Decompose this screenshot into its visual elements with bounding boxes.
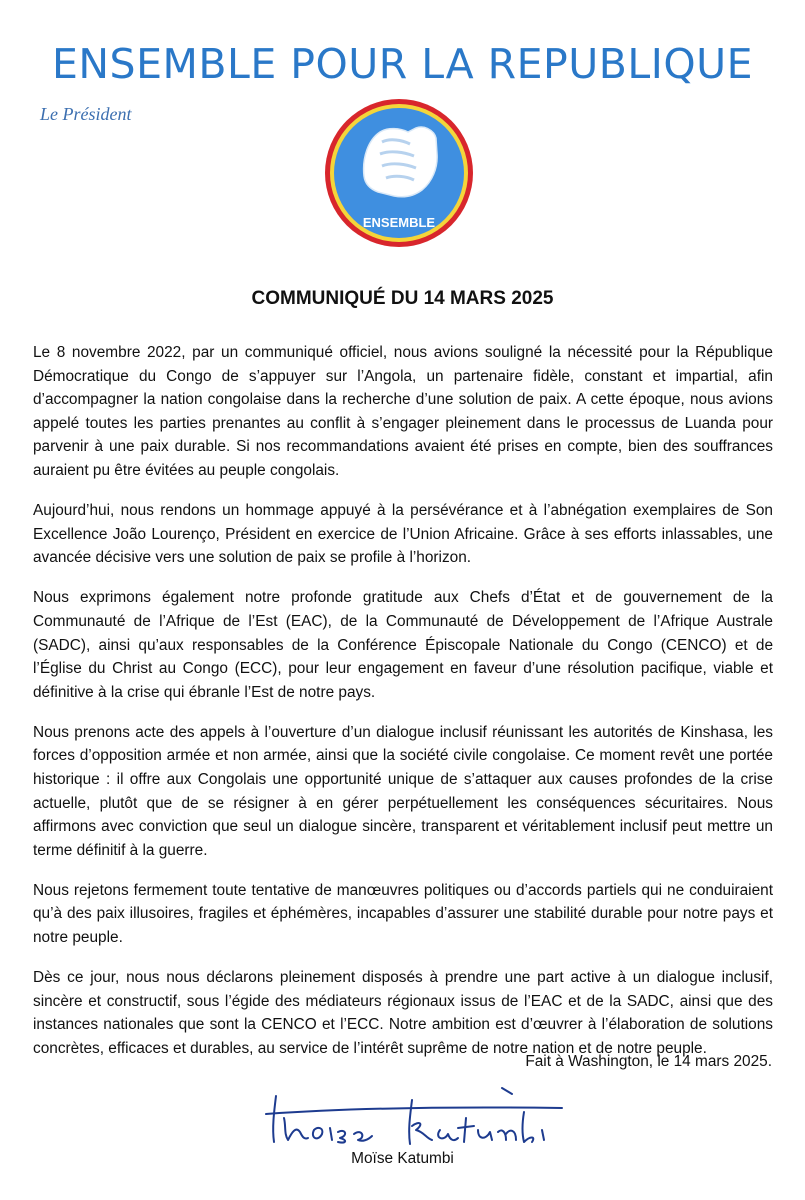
- place-date-line: Fait à Washington, le 14 mars 2025.: [525, 1053, 772, 1070]
- party-logo: [324, 98, 474, 248]
- president-label: Le Président: [40, 104, 132, 124]
- logo-text: ENSEMBLE: [362, 215, 436, 230]
- paragraph: Dès ce jour, nous nous déclarons pleinement disposés à prendre une part active à un dialogue inclusif, sincère et constructif, sous l’égide des médiateurs régionaux issus de l’EAC et de la SADC, ainsi que des instances nationales que sont la CENCO et l’ECC. Notre ambition est d’œuvrer à l’élaboration de solutions concrètes, efficaces et durables, au service de l’intérêt suprême de notre nation et de notre peuple.: [33, 969, 773, 1057]
- signer-name: Moïse Katumbi: [351, 1150, 454, 1167]
- paragraph: Nous exprimons également notre profonde gratitude aux Chefs d’État et de gouvernement de la Communauté de l’Afrique de l’Est (EAC), de la Communauté de Développement de l’Afrique Australe (SADC), ainsi qu’aux responsables de la Conférence Épiscopale Nationale du Congo (CENCO) et de l’Église du Christ au Congo (ECC), pour leur engagement en faveur d’une résolution pacifique, viable et définitive à la crise qui ébranle l’Est de notre pays.: [33, 589, 773, 701]
- paragraph: Nous rejetons fermement toute tentative de manœuvres politiques ou d’accords partiels qui ne conduiraient qu’à des paix illusoires, fragiles et éphémères, incapables d’assurer une stabilité durable pour notre pays et notre peuple.: [33, 881, 773, 947]
- organization-title: ENSEMBLE POUR LA REPUBLIQUE: [51, 40, 754, 88]
- paragraph: Aujourd’hui, nous rendons un hommage appuyé à la persévérance et à l’abnégation exemplaires de Son Excellence João Lourenço, Président en exercice de l’Union Africaine. Grâce à ses efforts inlassables, une avancée décisive vers une solution de paix se profile à l’horizon.: [33, 502, 773, 567]
- paragraph: Le 8 novembre 2022, par un communiqué officiel, nous avions souligné la nécessité pour la République Démocratique du Congo de s’appuyer sur l’Angola, un partenaire fidèle, constant et impartial, afin d’accompagner la nation congolaise dans la recherche d’une solution de paix. A cette époque, nous avions appelé toutes les parties prenantes au conflit à s’engager pleinement dans le processus de Luanda pour parvenir à une paix durable. Si nos recommandations avaient été prises en compte, bien des souffrances auraient pu être évitées au peuple congolais.: [33, 344, 773, 479]
- communique-title: COMMUNIQUÉ DU 14 MARS 2025: [251, 288, 554, 309]
- communique-body: [33, 341, 773, 1077]
- paragraph: Nous prenons acte des appels à l’ouverture d’un dialogue inclusif réunissant les autorités de Kinshasa, les forces d’opposition armée et non armée, ainsi que la société civile congolaise. Ce moment revêt une portée historique : il offre aux Congolais une opportunité unique de s’attaquer aux causes profondes de la crise actuelle, plutôt que de se résigner à en gérer perpétuellement les conséquences sécuritaires. Nous affirmons avec conviction que seul un dialogue sincère, transparent et véritablement inclusif peut mettre un terme définitif à la guerre.: [33, 723, 773, 859]
- clasped-hands-icon: [364, 127, 437, 197]
- handwritten-signature: [262, 1082, 572, 1152]
